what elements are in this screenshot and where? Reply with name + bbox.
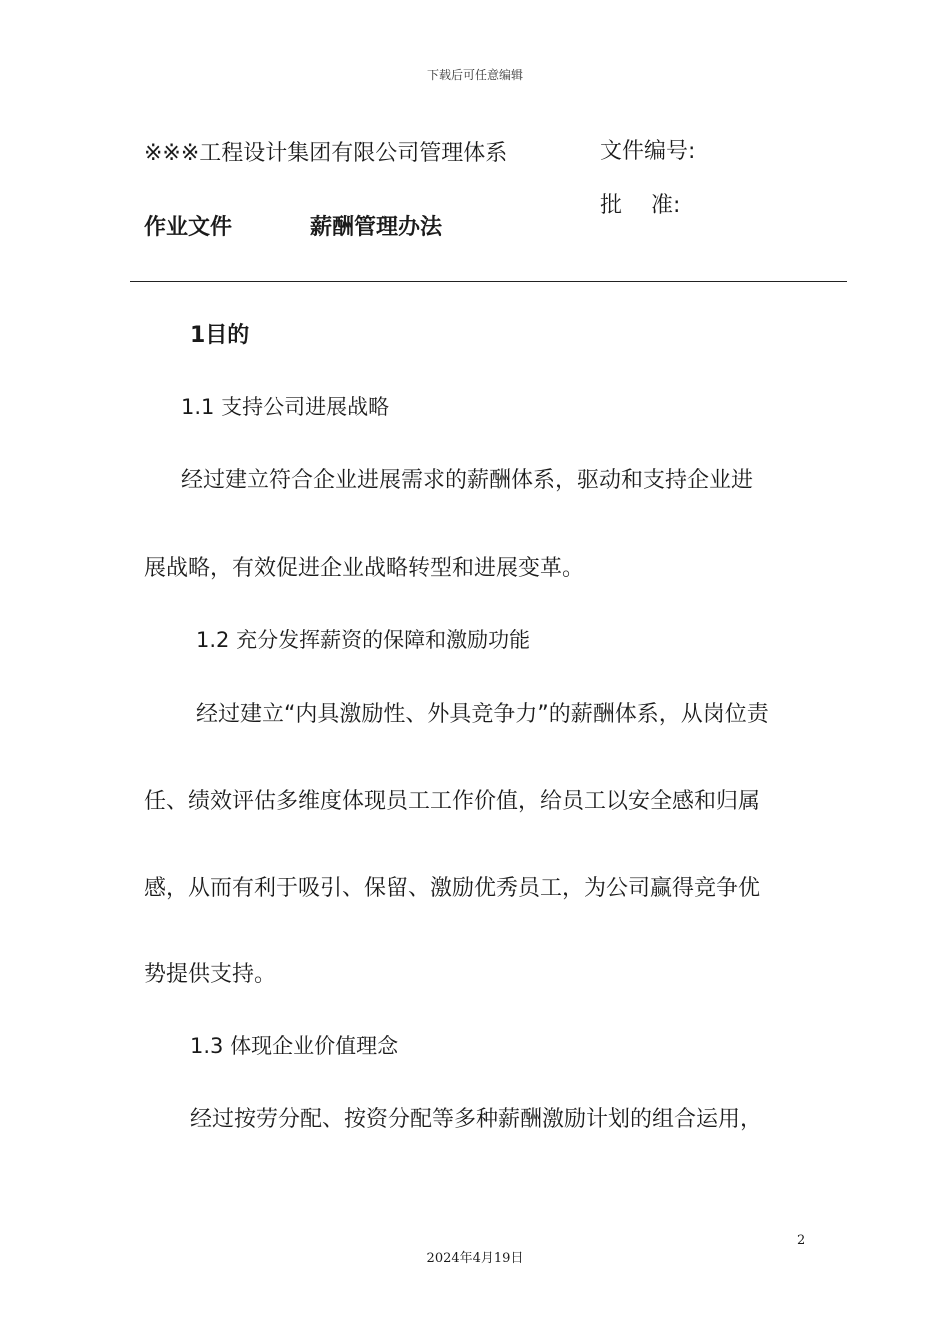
company-system-title: ※※※工程设计集团有限公司管理体系: [144, 141, 508, 166]
top-note: 下载后可任意编辑: [426, 68, 523, 82]
paragraph-line: 经过按劳分配、按资分配等多种薪酬激励计划的组合运用，: [190, 1107, 763, 1132]
subsection-1-2-heading: 1.2 充分发挥薪资的保障和激励功能: [196, 628, 531, 652]
paragraph-line: 经过建立“内具激励性、外具竞争力”的薪酬体系，从岗位责: [196, 702, 769, 727]
page-number: 2: [797, 1233, 806, 1248]
paragraph-line: 任、绩效评估多维度体现员工工作价值，给员工以安全感和归属: [144, 789, 761, 814]
subsection-1-3-heading: 1.3 体现企业价值理念: [190, 1034, 399, 1058]
file-number-label: 文件编号:: [600, 139, 696, 164]
doc-title: 薪酬管理办法: [310, 215, 443, 240]
header-divider: [130, 281, 847, 282]
doc-type: 作业文件: [144, 215, 233, 240]
approval-label: 批 准:: [600, 193, 681, 218]
paragraph-line: 势提供支持。: [144, 962, 277, 987]
subsection-1-1-heading: 1.1 支持公司进展战略: [181, 395, 390, 419]
footer-date: 2024年4月19日: [426, 1251, 524, 1266]
paragraph-line: 经过建立符合企业进展需求的薪酬体系，驱动和支持企业进: [181, 468, 754, 493]
paragraph-line: 感，从而有利于吸引、保留、激励优秀员工，为公司赢得竞争优: [144, 876, 761, 901]
section-1-heading: 1目的: [190, 323, 250, 348]
paragraph-line: 展战略，有效促进企业战略转型和进展变革。: [144, 556, 585, 581]
